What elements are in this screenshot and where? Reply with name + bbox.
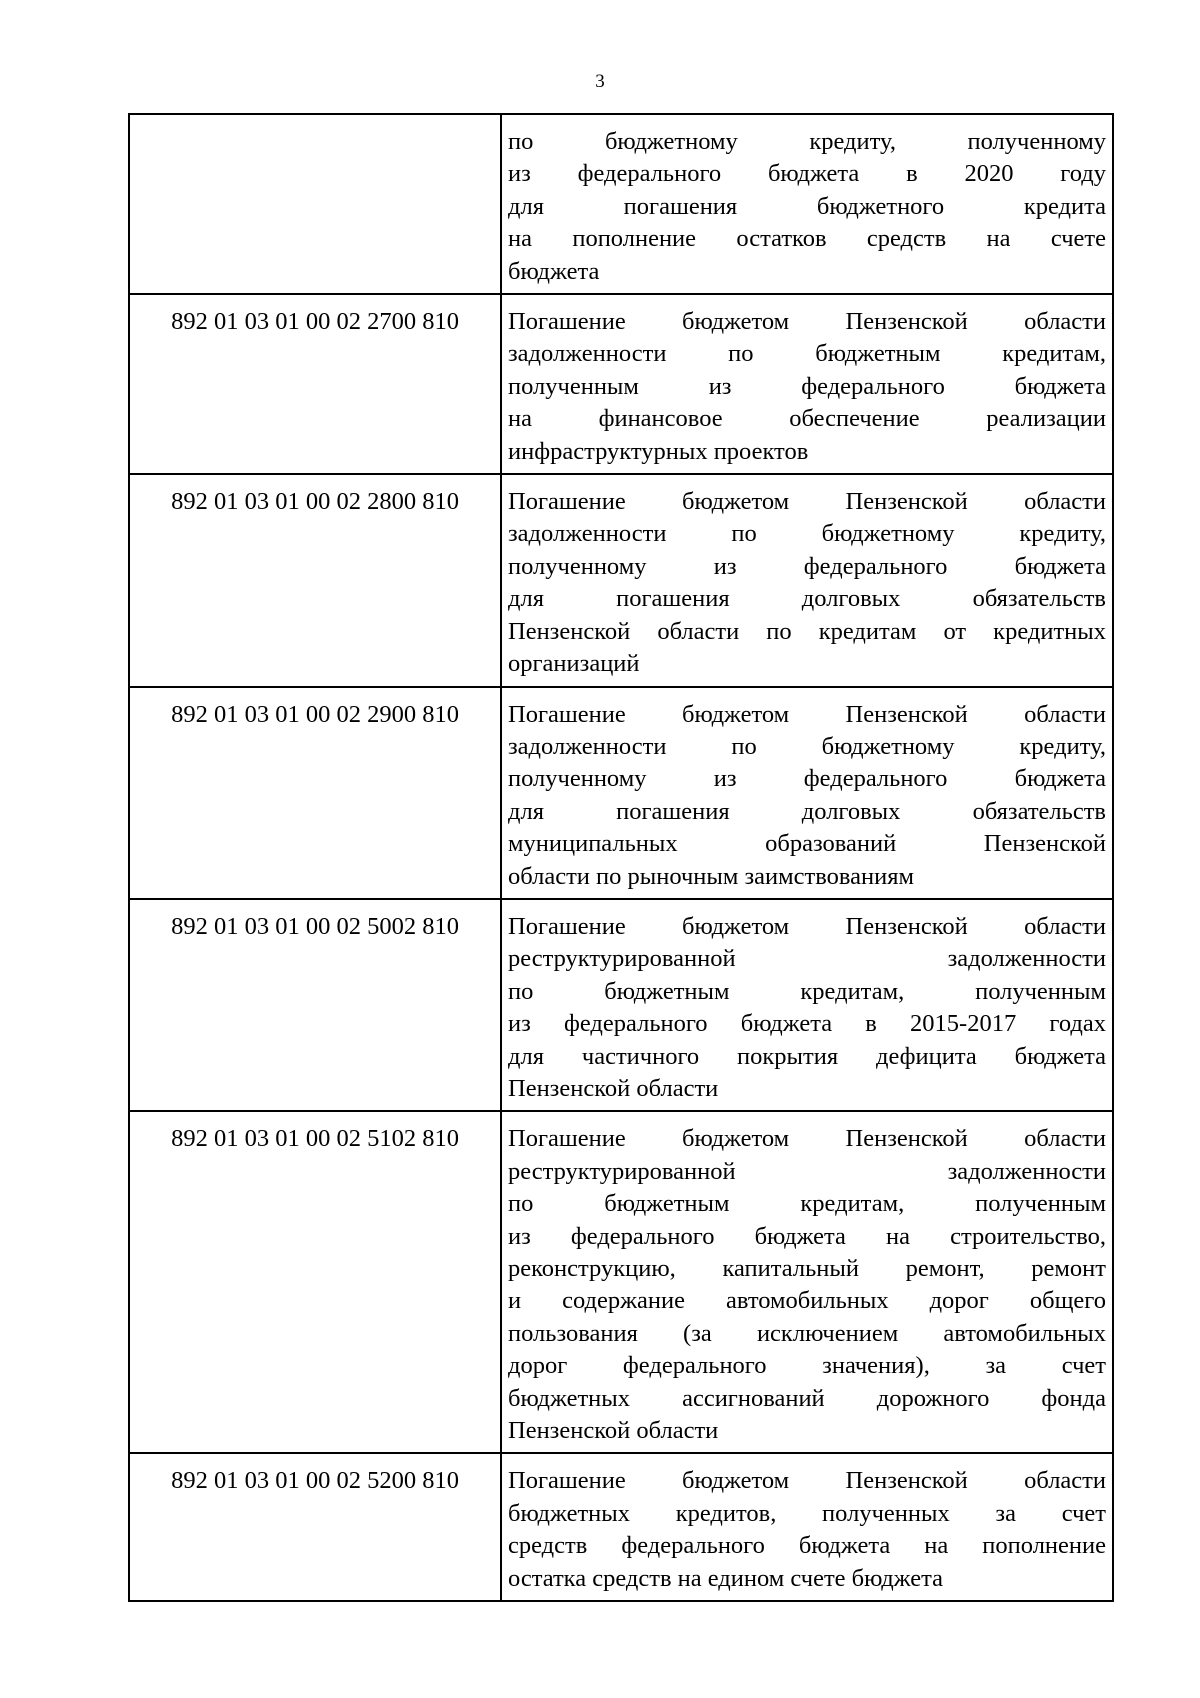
description-line: Погашение бюджетом Пензенской области — [508, 912, 1106, 940]
budget-code-cell: 892 01 03 01 00 02 5200 810 — [129, 1453, 501, 1601]
page-number: 3 — [595, 71, 605, 92]
description-line: остатка средств на едином счете бюджета — [508, 1564, 944, 1592]
description-line: из федерального бюджета в 2015-2017 годах — [508, 1010, 1106, 1038]
description-line: на пополнение остатков средств на счете — [508, 225, 1106, 253]
description-line: на финансовое обеспечение реализации — [508, 405, 1106, 433]
description-line: задолженности по бюджетному кредиту, — [508, 520, 1106, 548]
description-cell — [501, 1453, 1113, 1601]
description-line: по бюджетным кредитам, полученным — [508, 1190, 1106, 1218]
description-line: реконструкцию, капитальный ремонт, ремонт — [508, 1255, 1106, 1282]
description-cell — [501, 114, 1113, 294]
description-line: Погашение бюджетом Пензенской области — [508, 700, 1106, 728]
table-row — [129, 687, 1113, 899]
budget-code-cell: 892 01 03 01 00 02 2900 810 — [129, 687, 501, 899]
description-line: задолженности по бюджетным кредитам, — [508, 340, 1106, 368]
budget-code-cell — [129, 114, 501, 294]
table-row — [129, 899, 1113, 1111]
description-line: для частичного покрытия дефицита бюджета — [508, 1042, 1106, 1070]
description-line: области по рыночным заимствованиям — [508, 862, 914, 890]
description-line: из федерального бюджета в 2020 году — [508, 160, 1106, 188]
description-line: задолженности по бюджетному кредиту, — [508, 732, 1106, 760]
description-line: Погашение бюджетом Пензенской области — [508, 308, 1106, 336]
table-row — [129, 294, 1113, 474]
description-line: полученному из федерального бюджета — [508, 552, 1106, 580]
description-line: реструктурированной задолженности — [508, 945, 1106, 973]
budget-code-cell: 892 01 03 01 00 02 5002 810 — [129, 899, 501, 1111]
description-line: дорог федерального значения), за счет — [508, 1352, 1106, 1380]
description-cell — [501, 687, 1113, 899]
description-line: бюджетных ассигнований дорожного фонда — [508, 1384, 1106, 1412]
description-line: полученному из федерального бюджета — [508, 765, 1106, 793]
description-line: и содержание автомобильных дорог общего — [508, 1287, 1106, 1315]
description-line: муниципальных образований Пензенской — [508, 830, 1106, 858]
description-line: из федерального бюджета на строительство, — [508, 1222, 1106, 1250]
description-line: Погашение бюджетом Пензенской области — [508, 1467, 1106, 1495]
description-line: Пензенской области — [508, 1417, 719, 1445]
budget-code-cell: 892 01 03 01 00 02 5102 810 — [129, 1111, 501, 1453]
description-cell — [501, 899, 1113, 1111]
description-line: для погашения долговых обязательств — [508, 585, 1106, 613]
description-cell — [501, 474, 1113, 686]
description-line: реструктурированной задолженности — [508, 1157, 1106, 1185]
budget-code-cell: 892 01 03 01 00 02 2700 810 — [129, 294, 501, 474]
table-row — [129, 474, 1113, 686]
description-line: Погашение бюджетом Пензенской области — [508, 1125, 1106, 1153]
description-cell — [501, 294, 1113, 474]
table-row — [129, 1453, 1113, 1601]
description-line: по бюджетному кредиту, полученному — [508, 128, 1106, 155]
budget-code-cell: 892 01 03 01 00 02 2800 810 — [129, 474, 501, 686]
description-line: бюджета — [508, 257, 600, 285]
budget-codes-table — [128, 113, 1114, 1602]
description-line: полученным из федерального бюджета — [508, 372, 1106, 400]
description-line: инфраструктурных проектов — [508, 437, 809, 465]
description-line: Пензенской области — [508, 1074, 719, 1102]
description-line: Погашение бюджетом Пензенской области — [508, 488, 1106, 516]
table-row — [129, 114, 1113, 294]
table-body — [129, 114, 1113, 1601]
description-line: по бюджетным кредитам, полученным — [508, 977, 1106, 1005]
description-line: для погашения бюджетного кредита — [508, 192, 1106, 220]
table-row — [129, 1111, 1113, 1453]
description-line: организаций — [508, 650, 640, 678]
description-line: Пензенской области по кредитам от кредитных — [508, 617, 1106, 645]
description-cell — [501, 1111, 1113, 1453]
description-line: бюджетных кредитов, полученных за счет — [508, 1499, 1106, 1527]
description-line: средств федерального бюджета на пополнение — [508, 1532, 1106, 1560]
description-line: пользования (за исключением автомобильных — [508, 1319, 1106, 1347]
description-line: для погашения долговых обязательств — [508, 797, 1106, 825]
